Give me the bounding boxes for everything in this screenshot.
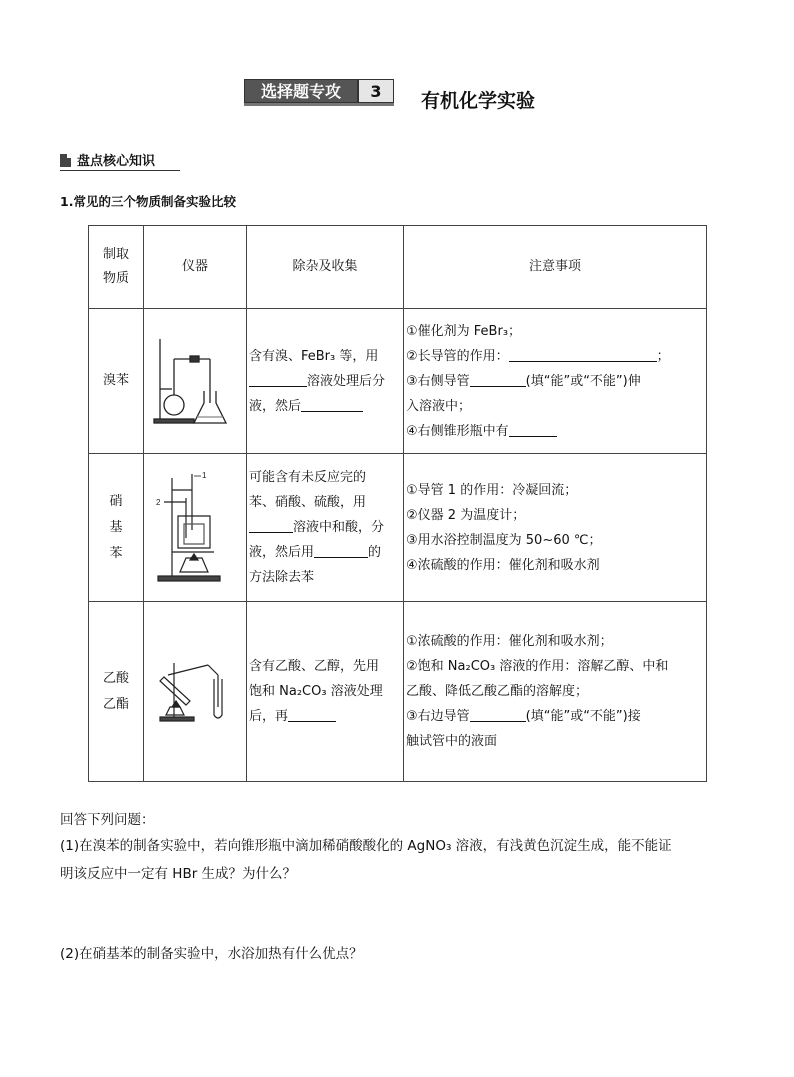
answer-blank[interactable] xyxy=(288,707,336,722)
purify-text: 液，然后 xyxy=(249,398,302,414)
topic-banner xyxy=(244,79,394,103)
notes-cell xyxy=(404,454,707,602)
header-purify: 除杂及收集 xyxy=(247,226,404,309)
question-2: (2)在硝基苯的制备实验中，水浴加热有什么优点？ xyxy=(60,946,363,962)
purify-text: 溶液处理后分 xyxy=(307,373,386,389)
header-notes: 注意事项 xyxy=(404,226,707,309)
purify-text: 液，然后用 xyxy=(249,545,315,560)
answer-blank[interactable] xyxy=(470,707,526,722)
answer-blank[interactable] xyxy=(249,372,307,387)
apparatus-label-2: 2 xyxy=(156,497,161,507)
subsection-title: 1.常见的三个物质制备实验比较 xyxy=(60,194,236,209)
section-underline xyxy=(60,170,180,171)
section-header xyxy=(60,150,155,169)
note-line: ②饱和 Na₂CO₃ 溶液的作用：溶解乙醇、中和 xyxy=(406,659,669,674)
banner-underline xyxy=(244,103,394,106)
note-line: ②仪器 2 为温度计； xyxy=(406,507,526,523)
purify-line: 含有乙酸、乙醇，先用 xyxy=(249,659,380,674)
purify-cell xyxy=(247,309,404,454)
table-row xyxy=(89,602,707,782)
purify-line: 可能含有未反应完的 xyxy=(249,470,367,485)
banner-label: 选择题专攻 xyxy=(244,79,358,103)
banner-number: 3 xyxy=(358,79,394,103)
purify-line: 方法除去苯 xyxy=(249,570,315,585)
note-text: ； xyxy=(656,348,670,364)
substance-cell: 溴苯 xyxy=(89,309,144,454)
answer-blank[interactable] xyxy=(301,397,363,412)
answer-blank[interactable] xyxy=(470,372,526,387)
note-text: (填“能”或“不能”)伸 xyxy=(525,373,641,389)
purify-cell xyxy=(247,602,404,782)
notes-cell xyxy=(404,602,707,782)
apparatus-cell xyxy=(144,602,247,782)
answer-blank[interactable] xyxy=(509,347,657,362)
questions-intro: 回答下列问题： xyxy=(60,812,155,828)
note-text: ④右侧锥形瓶中有 xyxy=(406,423,509,439)
table-row xyxy=(89,309,707,454)
answer-blank[interactable] xyxy=(249,518,293,533)
note-line: ①催化剂为 FeBr₃； xyxy=(406,323,522,339)
note-line: 触试管中的液面 xyxy=(406,734,498,749)
question-1-line-2: 明该反应中一定有 HBr 生成？为什么？ xyxy=(60,866,297,882)
purify-cell xyxy=(247,454,404,602)
nitrobenzene-apparatus-image xyxy=(150,468,240,588)
note-text: ②长导管的作用： xyxy=(406,348,509,364)
apparatus-cell xyxy=(144,454,247,602)
note-line: ①浓硫酸的作用：催化剂和吸水剂； xyxy=(406,634,613,649)
note-text: ③右侧导管 xyxy=(406,373,470,389)
header-substance: 制取 物质 xyxy=(89,226,144,309)
note-line: 入溶液中； xyxy=(406,398,472,414)
question-1-line-1: (1)在溴苯的制备实验中，若向锥形瓶中滴加稀硝酸酸化的 AgNO₃ 溶液，有浅黄色沉淀生成，能不能证 xyxy=(60,838,672,854)
section-title: 盘点核心知识 xyxy=(77,154,156,169)
document-icon xyxy=(60,154,71,167)
table-row xyxy=(89,454,707,602)
bromobenzene-apparatus-image xyxy=(150,331,240,431)
purify-text: 后，再 xyxy=(249,709,289,724)
answer-blank[interactable] xyxy=(314,543,368,558)
note-text: (填“能”或“不能”)接 xyxy=(525,709,641,724)
note-text: ③右边导管 xyxy=(406,709,470,724)
substance-cell: 硝 基 苯 xyxy=(89,454,144,602)
note-line: ③用水浴控制温度为 50~60 ℃； xyxy=(406,532,602,548)
purify-text: 含有溴、FeBr₃ 等，用 xyxy=(249,348,379,364)
apparatus-label-1: 1 xyxy=(202,470,207,480)
ethyl-acetate-apparatus-image xyxy=(150,657,240,727)
note-line: ①导管 1 的作用：冷凝回流； xyxy=(406,482,578,498)
answer-blank[interactable] xyxy=(509,422,557,437)
purify-text: 的 xyxy=(368,545,382,560)
note-line: ④浓硫酸的作用：催化剂和吸水剂 xyxy=(406,557,600,573)
purify-text: 溶液中和酸，分 xyxy=(293,520,385,535)
header-apparatus: 仪器 xyxy=(144,226,247,309)
notes-cell xyxy=(404,309,707,454)
note-line: 乙酸、降低乙酸乙酯的溶解度； xyxy=(406,684,589,699)
table-header-row xyxy=(89,226,707,309)
substance-cell: 乙酸 乙酯 xyxy=(89,602,144,782)
comparison-table xyxy=(88,225,707,782)
purify-line: 饱和 Na₂CO₃ 溶液处理 xyxy=(249,684,383,699)
page-title: 有机化学实验 xyxy=(421,90,536,112)
purify-line: 苯、硝酸、硫酸，用 xyxy=(249,495,367,510)
apparatus-cell xyxy=(144,309,247,454)
